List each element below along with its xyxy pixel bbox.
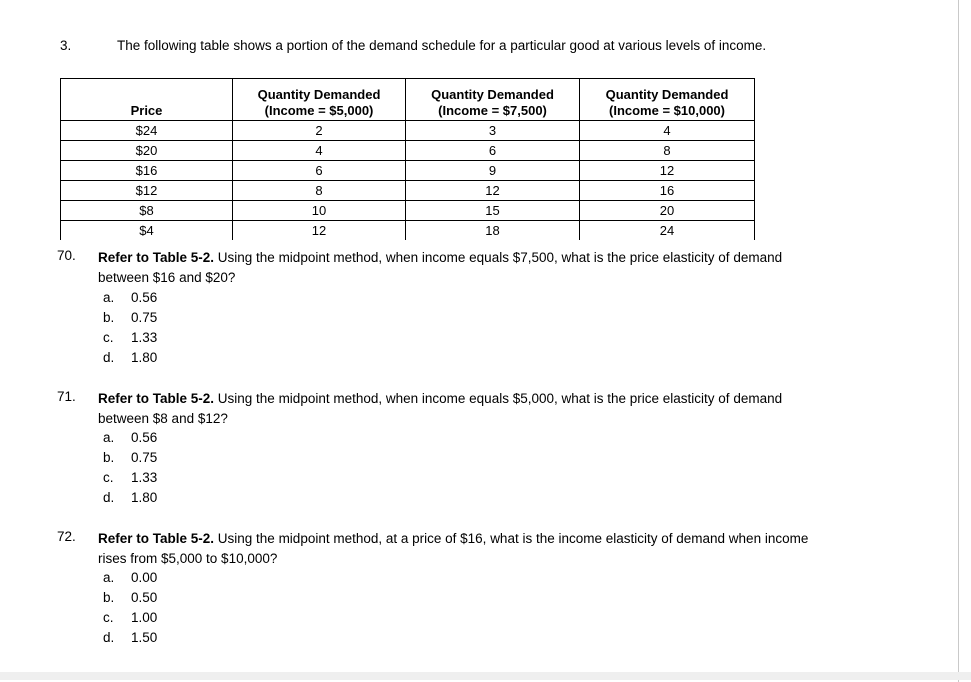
table-cell: 6 <box>406 141 580 161</box>
column-header-line1: Quantity Demanded <box>431 87 554 102</box>
option-value: 1.80 <box>131 350 158 365</box>
question-text-line1: Using the midpoint method, when income equals $7,500, what is the price elasticity of demand <box>214 250 783 265</box>
option-value: 1.33 <box>131 330 158 345</box>
option-value: 0.56 <box>131 430 158 445</box>
question-text-line2: between $8 and $12? <box>98 411 228 426</box>
table-reference: Refer to Table 5-2. <box>98 531 215 546</box>
option-letter: d. <box>103 630 115 645</box>
column-header-line1: Quantity Demanded <box>605 87 729 102</box>
option-letter: b. <box>103 450 115 465</box>
table-row <box>61 201 755 221</box>
column-header-income-5000 <box>233 79 406 121</box>
question-text-line1: Using the midpoint method, when income equals $5,000, what is the price elasticity of demand <box>214 391 783 406</box>
question-stem <box>98 389 898 429</box>
table-cell: 8 <box>580 141 755 161</box>
table-reference: Refer to Table 5-2. <box>98 391 215 406</box>
option-letter: a. <box>103 430 115 445</box>
option-letter: a. <box>103 570 115 585</box>
problem-intro-text: The following table shows a portion of the demand schedule for a particular good at various levels of income. <box>117 38 767 53</box>
table-cell: 24 <box>580 221 755 241</box>
option-value: 1.80 <box>131 490 158 505</box>
option-letter: c. <box>103 330 114 345</box>
table-cell-price: $24 <box>61 121 233 141</box>
option-letter: d. <box>103 490 115 505</box>
option-letter: c. <box>103 470 114 485</box>
demand-schedule-table <box>60 78 755 240</box>
column-header-line1: Quantity Demanded <box>257 87 381 102</box>
question-stem <box>98 529 898 569</box>
option-value: 0.75 <box>131 450 158 465</box>
table-cell-price: $8 <box>61 201 233 221</box>
table-row <box>61 161 755 181</box>
question-text-line1: Using the midpoint method, at a price of $16, what is the income elasticity of demand when income <box>214 531 809 546</box>
table-header-row <box>61 79 755 121</box>
table-cell: 4 <box>233 141 406 161</box>
column-header-line2: (Income = $7,500) <box>438 103 547 118</box>
column-header-line2: Price <box>130 103 163 118</box>
table-cell: 16 <box>580 181 755 201</box>
table-cell-price: $12 <box>61 181 233 201</box>
table-cell: 4 <box>580 121 755 141</box>
option-letter: a. <box>103 290 115 305</box>
question-number: 70. <box>57 248 76 263</box>
table-cell: 15 <box>406 201 580 221</box>
table-cell-price: $4 <box>61 221 233 241</box>
table-row <box>61 121 755 141</box>
option-value: 0.50 <box>131 590 158 605</box>
table-cell: 10 <box>233 201 406 221</box>
table-row <box>61 181 755 201</box>
table-cell: 6 <box>233 161 406 181</box>
column-header-line2: (Income = $5,000) <box>264 103 374 118</box>
column-header-line2: (Income = $10,000) <box>609 103 725 118</box>
table-reference: Refer to Table 5-2. <box>98 250 215 265</box>
problem-header <box>0 38 958 56</box>
column-header-income-10000 <box>580 79 755 121</box>
option-value: 1.50 <box>131 630 158 645</box>
table-cell-price: $16 <box>61 161 233 181</box>
table-row <box>61 221 755 241</box>
problem-number: 3. <box>60 38 72 53</box>
option-letter: c. <box>103 610 114 625</box>
table-cell: 2 <box>233 121 406 141</box>
option-letter: d. <box>103 350 115 365</box>
table-row <box>61 141 755 161</box>
column-header-price <box>61 79 233 121</box>
page-edge-bottom <box>0 672 971 680</box>
table-cell: 3 <box>406 121 580 141</box>
table-cell: 20 <box>580 201 755 221</box>
table-cell: 18 <box>406 221 580 241</box>
question-number: 71. <box>57 389 76 404</box>
option-value: 1.33 <box>131 470 158 485</box>
table-cell: 9 <box>406 161 580 181</box>
table-cell-price: $20 <box>61 141 233 161</box>
option-value: 1.00 <box>131 610 158 625</box>
table-cell: 8 <box>233 181 406 201</box>
question-number: 72. <box>57 529 76 544</box>
option-value: 0.75 <box>131 310 158 325</box>
question-text-line2: rises from $5,000 to $10,000? <box>98 551 278 566</box>
table-cell: 12 <box>233 221 406 241</box>
question-text-line2: between $16 and $20? <box>98 270 236 285</box>
option-letter: b. <box>103 590 115 605</box>
table-cell: 12 <box>580 161 755 181</box>
page-edge-right <box>958 0 959 682</box>
question-stem <box>98 248 898 288</box>
option-value: 0.00 <box>131 570 158 585</box>
option-letter: b. <box>103 310 115 325</box>
column-header-income-7500 <box>406 79 580 121</box>
table-cell: 12 <box>406 181 580 201</box>
option-value: 0.56 <box>131 290 158 305</box>
